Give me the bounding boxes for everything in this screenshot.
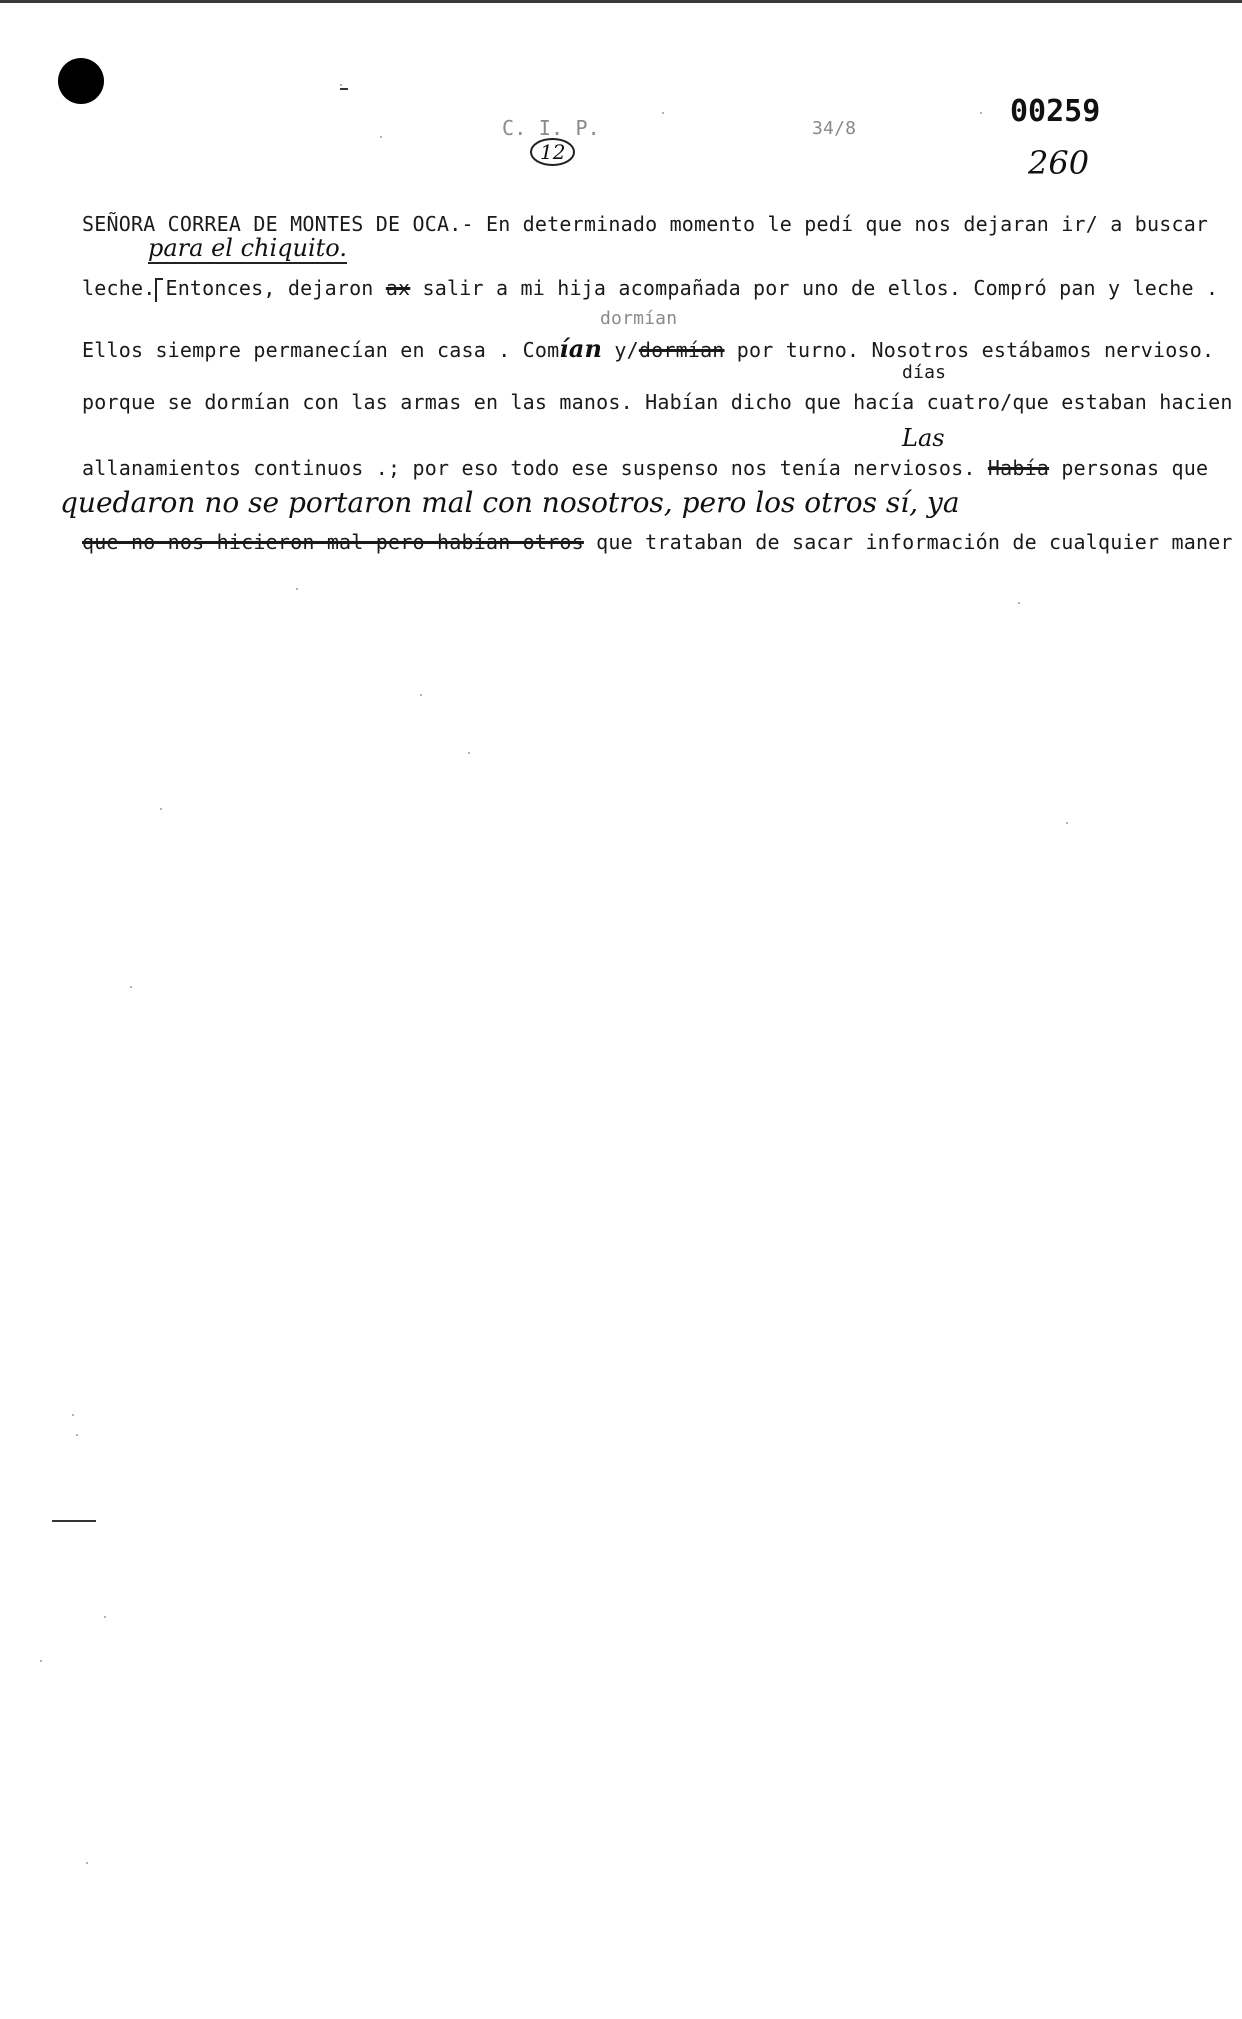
scan-speck <box>86 1862 88 1864</box>
text-line-7 <box>82 530 1233 554</box>
folio-code: 34/8 <box>812 118 857 139</box>
scan-speck <box>40 1660 42 1662</box>
scan-speck <box>160 808 162 810</box>
scan-speck <box>340 84 342 86</box>
line2-struck: ax <box>385 276 411 300</box>
line2-start: leche. <box>82 276 156 300</box>
typed-insert-3: dormían <box>600 308 678 329</box>
typed-insert-4: días <box>902 362 947 383</box>
handwritten-insert-5: Las <box>902 424 945 452</box>
text-line-4: porque se dormían con las armas en las manos. Habían dicho que hacía cuatro/que estaban hacien <box>82 390 1233 414</box>
handwritten-line-6: quedaron no se portaron mal con nosotros, pero los otros sí, ya <box>60 486 960 519</box>
scan-speck <box>468 752 470 754</box>
circled-page-number <box>530 138 575 166</box>
scan-speck <box>1018 602 1020 604</box>
scan-speck <box>104 1616 106 1618</box>
scan-speck <box>1066 822 1068 824</box>
circled-number: 12 <box>530 138 575 166</box>
line3-mid: y/ <box>614 338 639 362</box>
scan-speck <box>420 694 422 696</box>
line3-start: Ellos siempre permanecían en casa . Com <box>82 338 560 362</box>
text-line-1: SEÑORA CORREA DE MONTES DE OCA.- En determinado momento le pedí que nos dejaran ir/ a buscar <box>82 212 1209 236</box>
document-number: 00259 <box>1010 94 1101 129</box>
page-top-edge <box>0 0 1242 3</box>
scan-speck <box>662 112 664 114</box>
line7-struck: que no nos hicieron mal pero habían otros <box>82 530 584 554</box>
handwritten-page-number: 260 <box>1028 144 1090 182</box>
line7-end: que trataban de sacar información de cualquier maner <box>596 530 1233 554</box>
line2-end: salir a mi hija acompañada por uno de ellos. Compró pan y leche . <box>422 276 1219 300</box>
handwritten-insert-1: para el chiquito. <box>148 234 347 262</box>
line3-hand: ían <box>559 334 603 363</box>
text-line-5 <box>82 456 1209 480</box>
line5-end: personas que <box>1061 456 1209 480</box>
line2-rest: Entonces, dejaron <box>165 276 374 300</box>
scan-speck <box>380 136 382 138</box>
line5-struck: Había <box>987 456 1050 480</box>
scan-mark <box>52 1520 96 1522</box>
text-line-3 <box>82 334 1215 363</box>
line3-struck: dormían <box>638 338 725 362</box>
scan-speck <box>296 588 298 590</box>
text-line-2 <box>82 276 1219 302</box>
scan-speck <box>980 112 982 114</box>
scan-mark <box>340 88 348 90</box>
line5-start: allanamientos continuos .; por eso todo ese suspenso nos tenía nerviosos. <box>82 456 976 480</box>
reference-stamp: C. I. P. <box>502 116 600 140</box>
insertion-bracket <box>155 278 163 302</box>
scan-speck <box>72 1414 74 1416</box>
line3-end: por turno. Nosotros estábamos nervioso. <box>736 338 1215 362</box>
scan-speck <box>76 1434 78 1436</box>
scan-speck <box>130 986 132 988</box>
punch-hole-mark <box>58 58 104 104</box>
